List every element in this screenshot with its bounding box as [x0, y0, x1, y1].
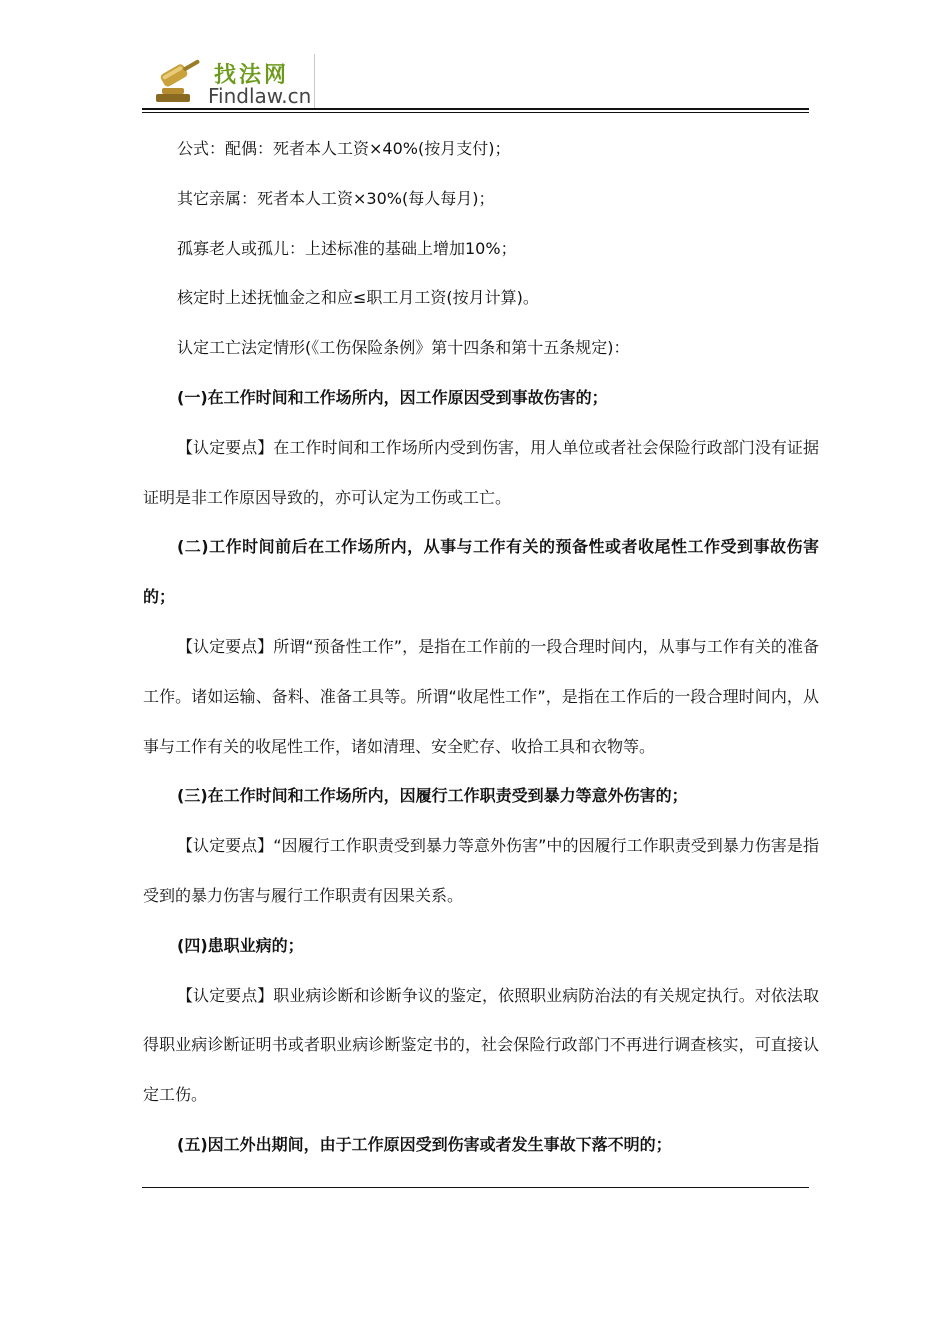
logo-chinese-text: 找法网	[214, 63, 290, 88]
section-heading: (五)因工外出期间，由于工作原因受到伤害或者发生事故下落不明的；	[177, 1134, 672, 1154]
section-heading: (三)在工作时间和工作场所内，因履行工作职责受到暴力等意外伤害的；	[177, 786, 688, 806]
body-paragraph: 【认定要点】所谓“预备性工作”，是指在工作前的一段合理时间内，从事与工作有关的准备工作。诸如运输、备料、准备工具等。所谓“收尾性工作”，是指在工作后的一段合理时间内，从事与工作有关的收尾性工作，诸如清理、安全贮存、收拾工具和衣物等。	[143, 636, 819, 756]
gavel-icon	[152, 54, 206, 108]
section-heading: (二)工作时间前后在工作场所内，从事与工作有关的预备性或者收尾性工作受到事故伤害的；	[143, 537, 819, 607]
body-paragraph: 核定时上述抚恤金之和应≤职工月工资(按月计算)。	[177, 288, 539, 308]
section-heading: (四)患职业病的；	[177, 935, 304, 955]
body-paragraph: 【认定要点】职业病诊断和诊断争议的鉴定，依照职业病防治法的有关规定执行。对依法取得职业病诊断证明书或者职业病诊断鉴定书的，社会保险行政部门不再进行调查核实，可直接认定工伤。	[143, 985, 819, 1105]
body-paragraph: 【认定要点】“因履行工作职责受到暴力等意外伤害”中的因履行工作职责受到暴力伤害是指受到的暴力伤害与履行工作职责有因果关系。	[143, 836, 819, 905]
body-paragraph: 其它亲属：死者本人工资×30%(每人每月)；	[177, 188, 495, 208]
page-header	[142, 48, 809, 110]
body-paragraph: 认定工亡法定情形(《工伤保险条例》第十四条和第十五条规定)：	[177, 338, 630, 358]
body-paragraph: 公式：配偶：死者本人工资×40%(按月支付)；	[177, 139, 511, 158]
footer-rule	[142, 1187, 809, 1188]
header-rule-thin	[142, 112, 809, 113]
findlaw-logo[interactable]	[152, 50, 312, 108]
header-rule	[142, 108, 809, 110]
logo-divider	[314, 54, 315, 108]
body-paragraph: 【认定要点】在工作时间和工作场所内受到伤害，用人单位或者社会保险行政部门没有证据证明是非工作原因导致的，亦可认定为工伤或工亡。	[143, 437, 819, 507]
document-body	[143, 124, 819, 1170]
logo-english-text: Findlaw.cn	[208, 84, 312, 108]
body-paragraph: 孤寡老人或孤儿：上述标准的基础上增加10%；	[177, 238, 517, 258]
section-heading: (一)在工作时间和工作场所内，因工作原因受到事故伤害的；	[177, 387, 608, 407]
